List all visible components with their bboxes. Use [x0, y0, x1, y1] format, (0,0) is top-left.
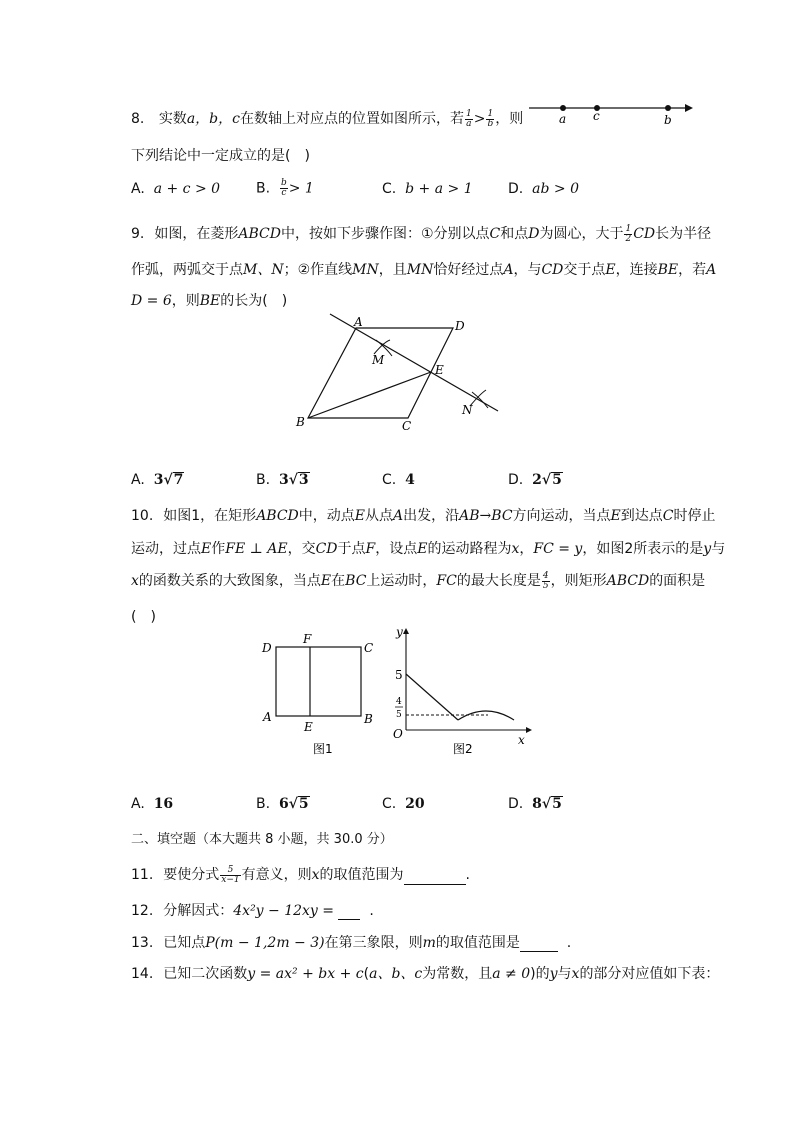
x-label: x	[518, 733, 525, 747]
q12: 12. 分解因式：4x²y − 12xy = .	[131, 903, 374, 919]
q8-line1	[131, 108, 523, 129]
label-c: c	[593, 109, 600, 123]
q10-option-a[interactable]: A. 16	[131, 796, 174, 812]
q8-option-d[interactable]: D. ab > 0	[508, 181, 579, 197]
q8-line2: 下列结论中一定成立的是( )	[131, 148, 310, 164]
y-label: y	[396, 625, 403, 639]
q8-text-a: 实数	[158, 111, 187, 127]
q9-option-a[interactable]: A. 3√7	[131, 472, 184, 488]
q12-answer-blank[interactable]	[338, 905, 360, 920]
x-axis-arrow	[526, 727, 532, 733]
label-D: D	[455, 319, 465, 333]
label-F: F	[303, 632, 312, 646]
q8-option-a[interactable]: A. a + c > 0	[131, 181, 221, 197]
caption-fig1: 图1	[313, 742, 333, 756]
tick-4-5-den: 5	[396, 710, 402, 720]
q10-line1: 10. 如图1，在矩形ABCD中，动点E从点A出发，沿AB→BC方向运动，当点E到达点C时停止	[131, 508, 716, 524]
q9-option-b[interactable]: B. 3√3	[256, 472, 309, 488]
label-E: E	[435, 363, 444, 377]
q11-answer-blank[interactable]	[404, 870, 466, 885]
section-2-title: 二、填空题（本大题共 8 小题，共 30.0 分）	[131, 832, 393, 847]
q8-vars: a，b，c	[186, 111, 240, 127]
q13-answer-blank[interactable]	[520, 937, 558, 952]
q9-line3: D = 6，则BE的长为( )	[131, 293, 288, 309]
q10-option-c[interactable]: C. 20	[382, 796, 425, 812]
q10-figure-2	[388, 622, 538, 760]
q9-option-c[interactable]: C. 4	[382, 472, 415, 488]
q10-number: 10.	[131, 508, 154, 524]
q9-option-d[interactable]: D. 2√5	[508, 472, 562, 488]
q11: 11. 要使分式 $\frac{5}{x-1}$ 有意义，则x的取值范围为 .	[131, 864, 470, 885]
label-B: B	[296, 415, 305, 429]
label-C: C	[402, 419, 412, 433]
q10-figure-1	[258, 630, 383, 760]
q8-number-line	[525, 98, 695, 128]
q8-number: 8.	[131, 111, 145, 127]
tick-5: 5	[395, 668, 403, 682]
q13: 13. 已知点P(m − 1,2m − 3)在第三象限，则m的取值范围是 .	[131, 935, 572, 951]
label-A: A	[263, 710, 272, 724]
label-b: b	[664, 113, 672, 127]
point-b	[665, 105, 671, 111]
label-D: D	[262, 641, 272, 655]
point-a	[560, 105, 566, 111]
number-line-arrow	[685, 104, 693, 112]
label-B: B	[364, 712, 373, 726]
q14: 14. 已知二次函数y = ax² + bx + c(a、b、c为常数，且a ≠ 0)的y与x的部分对应值如下表：	[131, 966, 720, 982]
q8-frac1: $\frac{1}{a}$	[465, 108, 472, 129]
q8-gt: >	[473, 111, 486, 127]
rectangle-abcd	[276, 647, 361, 716]
q8-text-c: ，则	[495, 111, 524, 127]
q10-line2: 运动，过点E作FE ⊥ AE，交CD于点F，设点E的运动路程为x，FC = y，如图2所表示的是y与	[131, 541, 726, 557]
q8-text-b: 在数轴上对应点的位置如图所示，若	[239, 111, 464, 127]
q10-line4: ( )	[131, 609, 156, 625]
segment-be	[308, 372, 431, 418]
q9-line2: 作弧，两弧交于点M、N；②作直线MN，且MN恰好经过点A，与CD交于点E，连接BE，若A	[131, 262, 717, 278]
q9-rhombus-figure	[290, 310, 510, 435]
label-C: C	[364, 641, 374, 655]
label-M: M	[372, 353, 385, 367]
label-E: E	[304, 720, 313, 734]
q8-frac2: $\frac{1}{b}$	[487, 108, 494, 129]
q10-option-d[interactable]: D. 8√5	[508, 796, 562, 812]
label-N: N	[462, 403, 473, 417]
q9-number: 9.	[131, 226, 145, 242]
tick-4-5-num: 4	[396, 697, 402, 707]
caption-fig2: 图2	[453, 742, 473, 756]
origin-label: O	[393, 727, 403, 741]
q8-option-b[interactable]: B. $\frac{b}{c}$ > 1	[256, 178, 314, 198]
graph-segment	[406, 674, 458, 720]
q9-line1: 9. 如图，在菱形ABCD中，按如下步骤作图：①分别以点C和点D为圆心，大于 $\frac{1}{2}$ CD长为半径	[131, 223, 712, 244]
label-A: A	[354, 315, 363, 329]
q10-option-b[interactable]: B. 6√5	[256, 796, 309, 812]
q8-option-c[interactable]: C. b + a > 1	[382, 181, 473, 197]
q10-line3: x的函数关系的大致图象，当点E在BC上运动时，FC的最大长度是 $\frac{4}{5}$ ，则矩形ABCD的面积是	[131, 570, 706, 591]
y-axis-arrow	[403, 628, 409, 634]
label-a: a	[559, 112, 567, 126]
